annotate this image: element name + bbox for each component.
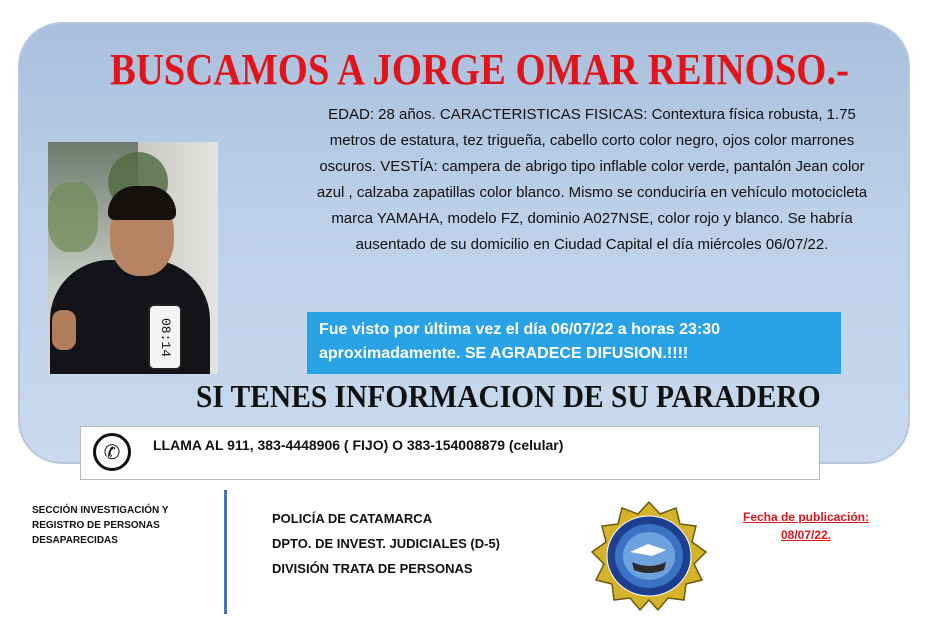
last-seen-box [307, 312, 841, 374]
photo-plant [48, 182, 98, 252]
photo-thumb [52, 310, 76, 350]
section-line3: DESAPARECIDAS [32, 535, 118, 546]
police-info [272, 506, 500, 581]
last-seen-line1: Fue visto por última vez el día 06/07/22 a horas 23:30 [319, 321, 721, 338]
contact-text: LLAMA AL 911, 383-4448906 ( FIJO) O 383-154008879 (celular) [153, 437, 564, 453]
info-heading: SI TENES INFORMACION DE SU PARADERO [196, 378, 821, 414]
police-line3: DIVISIÓN TRATA DE PERSONAS [272, 561, 473, 576]
police-seal-logo [590, 500, 708, 612]
publication-date [736, 508, 876, 544]
poster-title: BUSCAMOS A JORGE OMAR REINOSO.- [110, 45, 849, 94]
publication-label: Fecha de publicación: [742, 510, 870, 524]
last-seen-line2: aproximadamente. SE AGRADECE DIFUSION.!!!! [319, 345, 689, 362]
police-line1: POLICÍA DE CATAMARCA [272, 511, 433, 526]
phone-icon: ✆ [93, 433, 131, 471]
phone-time: 08:14 [157, 317, 173, 357]
photo-phone [148, 304, 182, 370]
publication-value: 08/07/22. [780, 528, 832, 542]
contact-box [80, 426, 820, 480]
section-name [32, 503, 212, 548]
footer-divider [224, 490, 227, 614]
section-line2: REGISTRO DE PERSONAS [32, 520, 160, 531]
police-line2: DPTO. DE INVEST. JUDICIALES (D-5) [272, 536, 501, 551]
photo-hair-top [108, 186, 176, 220]
section-line1: SECCIÓN INVESTIGACIÓN Y [32, 505, 169, 516]
description-text: EDAD: 28 años. CARACTERISTICAS FISICAS: Contextura física robusta, 1.75 metros de estatura, tez trigueña, cabello corto color negro, ojos color marrones oscuros. VESTÍA: campera de abrigo tipo inflable color verde, pantalón Jean color azul , calzaba zapatillas color blanco. Mismo se conduciría en vehículo motocicleta marca YAMAHA, modelo FZ, dominio A027NSE, color rojo y blanco. Se habría ausentado de su domicilio en Ciudad Capital el día miércoles 06/07/22. [316, 106, 868, 253]
missing-person-photo [48, 142, 218, 374]
